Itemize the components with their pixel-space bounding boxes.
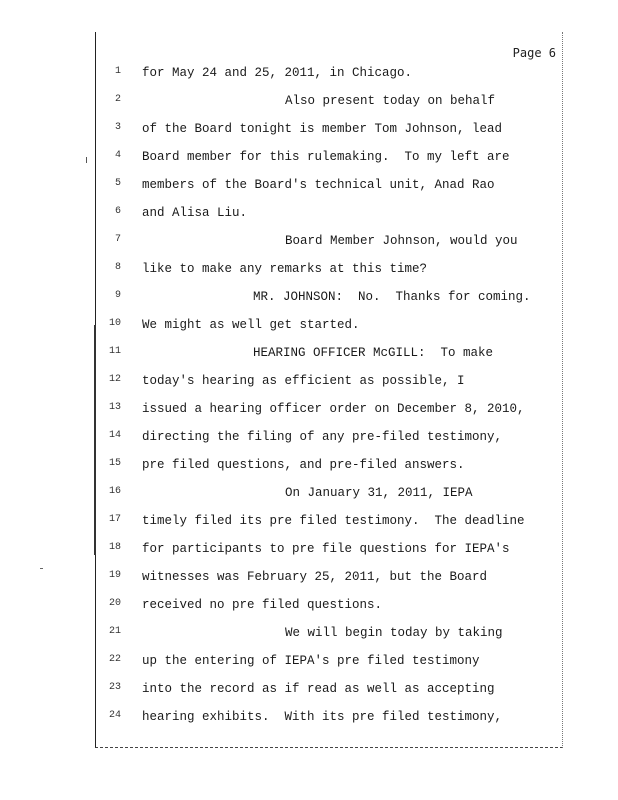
line-number: 8 [114, 262, 121, 273]
line-text: and Alisa Liu. [142, 206, 248, 220]
transcript-line [0, 570, 618, 590]
transcript-line [0, 710, 618, 730]
line-text: pre filed questions, and pre-filed answers. [142, 458, 465, 472]
line-number: 14 [108, 430, 121, 441]
line-number: 15 [108, 458, 121, 469]
line-text: Also present today on behalf [285, 94, 496, 108]
line-number: 2 [114, 94, 121, 105]
page-number: Page 6 [512, 46, 556, 60]
scan-dot [40, 568, 43, 569]
transcript-line [0, 318, 618, 338]
line-number: 20 [108, 598, 121, 609]
line-number: 1 [114, 66, 121, 77]
transcript-line [0, 122, 618, 142]
transcript-line [0, 514, 618, 534]
transcript-line [0, 542, 618, 562]
line-text: timely filed its pre filed testimony. The deadline [142, 514, 525, 528]
line-text: into the record as if read as well as accepting [142, 682, 495, 696]
line-text: We might as well get started. [142, 318, 360, 332]
line-text: HEARING OFFICER McGILL: To make [253, 346, 494, 360]
transcript-line [0, 150, 618, 170]
line-text: for participants to pre file questions for IEPA's [142, 542, 510, 556]
line-number: 17 [108, 514, 121, 525]
line-text: On January 31, 2011, IEPA [285, 486, 473, 500]
line-text: up the entering of IEPA's pre filed testimony [142, 654, 480, 668]
transcript-line [0, 206, 618, 226]
line-number: 10 [108, 318, 121, 329]
line-text: We will begin today by taking [285, 626, 503, 640]
line-text: witnesses was February 25, 2011, but the Board [142, 570, 488, 584]
line-number: 12 [108, 374, 121, 385]
line-text: Board Member Johnson, would you [285, 234, 518, 248]
line-number: 6 [114, 206, 121, 217]
line-number: 22 [108, 654, 121, 665]
transcript-line [0, 458, 618, 478]
transcript-line [0, 290, 618, 310]
line-number: 13 [108, 402, 121, 413]
line-number: 7 [114, 234, 121, 245]
line-text: received no pre filed questions. [142, 598, 383, 612]
line-number: 4 [114, 150, 121, 161]
line-number: 9 [114, 290, 121, 301]
line-number: 18 [108, 542, 121, 553]
transcript-line [0, 598, 618, 618]
transcript-line [0, 374, 618, 394]
transcript-line [0, 486, 618, 506]
line-number: 19 [108, 570, 121, 581]
line-text: directing the filing of any pre-filed testimony, [142, 430, 503, 444]
line-text: today's hearing as efficient as possible, I [142, 374, 465, 388]
line-text: MR. JOHNSON: No. Thanks for coming. [253, 290, 531, 304]
transcript-line [0, 66, 618, 86]
line-number: 24 [108, 710, 121, 721]
transcript-line [0, 430, 618, 450]
line-text: hearing exhibits. With its pre filed testimony, [142, 710, 503, 724]
transcript-line [0, 178, 618, 198]
line-text: Board member for this rulemaking. To my left are [142, 150, 510, 164]
transcript-line [0, 262, 618, 282]
line-number: 21 [108, 626, 121, 637]
line-text: of the Board tonight is member Tom Johnson, lead [142, 122, 503, 136]
line-text: like to make any remarks at this time? [142, 262, 428, 276]
transcript-line [0, 346, 618, 366]
line-number: 23 [108, 682, 121, 693]
line-text: issued a hearing officer order on December 8, 2010, [142, 402, 525, 416]
line-number: 16 [108, 486, 121, 497]
transcript-line [0, 402, 618, 422]
transcript-line [0, 682, 618, 702]
line-number: 3 [114, 122, 121, 133]
line-text: members of the Board's technical unit, Anad Rao [142, 178, 495, 192]
line-number: 5 [114, 178, 121, 189]
line-text: for May 24 and 25, 2011, in Chicago. [142, 66, 413, 80]
transcript-line [0, 654, 618, 674]
transcript-line [0, 94, 618, 114]
transcript-line [0, 626, 618, 646]
transcript-line [0, 234, 618, 254]
line-number: 11 [108, 346, 121, 357]
